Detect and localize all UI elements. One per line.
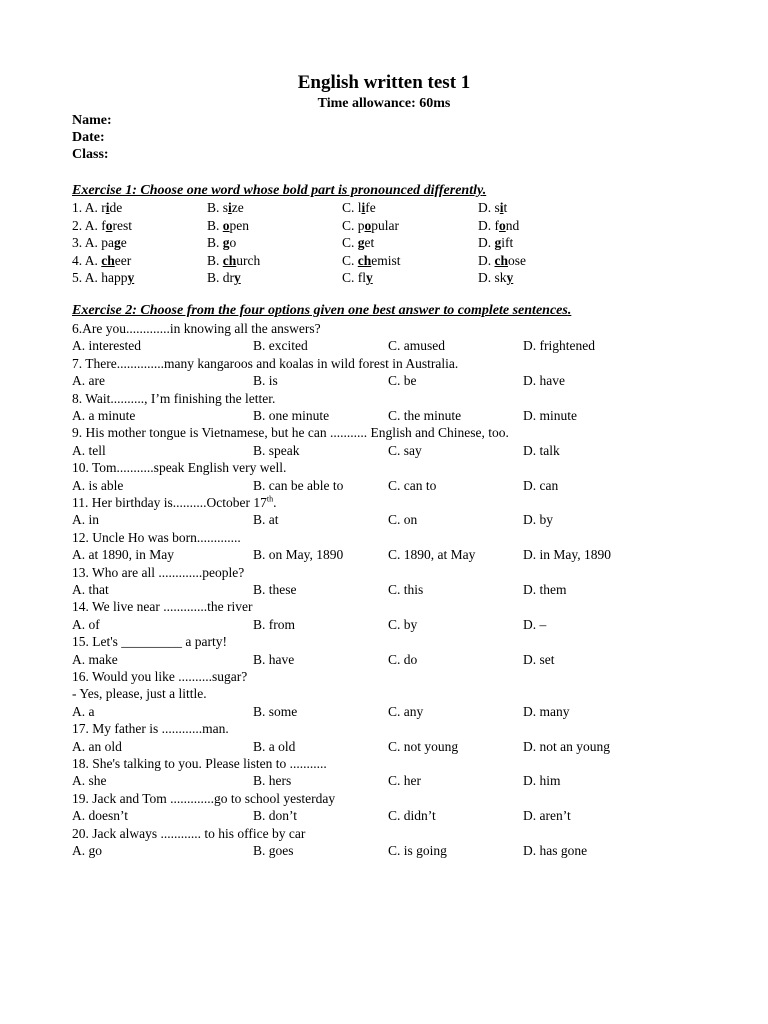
option-underlined-part: g — [494, 235, 502, 250]
answer-option: A. is able — [72, 477, 124, 493]
answer-option: C. say — [388, 442, 422, 458]
answer-option: D. set — [523, 651, 555, 667]
option-text-part: 5. A. happ — [72, 270, 128, 285]
answer-option: A. interested — [72, 338, 141, 354]
page-title: English written test 1 — [297, 72, 471, 93]
option-underlined-part: o — [105, 217, 113, 233]
answer-option: D. – — [523, 616, 547, 632]
question-text — [72, 355, 458, 372]
answer-option: C. can to — [388, 477, 437, 493]
exercise1-option — [72, 217, 132, 234]
answer-option: B. don’t — [253, 808, 298, 824]
exercise2-heading-tail: . — [567, 303, 572, 318]
answer-option: A. an old — [72, 738, 122, 754]
answer-option: C. any — [388, 703, 424, 719]
option-text-part: B. — [207, 252, 223, 268]
answer-option: A. make — [72, 651, 118, 667]
answer-option: A. a minute — [72, 408, 136, 423]
option-text-part: pen — [229, 217, 250, 233]
option-underlined-part: i — [499, 200, 504, 215]
option-text-part: B. dr — [207, 270, 234, 285]
option-text-part: D. — [478, 235, 495, 250]
answer-option: D. minute — [523, 408, 577, 423]
option-text-part: B. — [207, 235, 223, 250]
answer-option: D. them — [523, 582, 567, 597]
answer-option: B. excited — [253, 338, 308, 354]
option-text-part: C. — [342, 252, 358, 268]
answer-option: D. by — [523, 512, 553, 528]
option-text-part: urch — [236, 252, 261, 268]
exercise1-option — [207, 217, 249, 234]
question-line: 12. Uncle Ho was born............. — [72, 529, 241, 545]
option-text-part: emist — [371, 252, 401, 268]
exercise1-option — [207, 269, 241, 286]
answer-option: C. 1890, at May — [388, 547, 476, 563]
option-underlined-part: y — [506, 270, 514, 285]
answer-option: B. speak — [253, 442, 300, 458]
answer-option: C. by — [388, 616, 418, 632]
answer-option: C. this — [388, 582, 424, 597]
exercise1-option — [72, 269, 134, 286]
option-underlined-part: i — [105, 200, 110, 215]
exercise1-option — [342, 199, 376, 216]
option-underlined-part: g — [222, 235, 230, 250]
exercise1-option — [72, 199, 122, 216]
question-line: 16. Would you like ..........sugar? — [72, 669, 248, 684]
option-text-part: 3. A. pa — [72, 235, 114, 250]
option-underlined-part: i — [361, 200, 366, 215]
exercise1-option — [342, 234, 374, 251]
answer-option: D. have — [523, 373, 565, 389]
answer-option: B. these — [253, 582, 297, 597]
option-text-part: 2. A. f — [72, 217, 106, 233]
option-underlined-part: ch — [222, 252, 237, 268]
question-text — [72, 459, 286, 476]
question-text — [72, 529, 241, 546]
option-underlined-part: y — [234, 270, 241, 285]
answer-option: C. be — [388, 373, 417, 389]
answer-option: A. at 1890, in May — [72, 547, 174, 563]
question-text — [72, 598, 252, 615]
question-line: 14. We live near .............the river — [72, 599, 253, 615]
option-underlined-part: ch — [357, 252, 372, 268]
answer-option: C. didn’t — [388, 808, 436, 824]
option-underlined-part: y — [366, 270, 373, 285]
option-text-part: eer — [114, 252, 132, 268]
question-line: 10. Tom...........speak English very well. — [72, 460, 287, 476]
question-text — [72, 424, 509, 441]
exercise1-option — [478, 252, 526, 269]
answer-option: D. has gone — [523, 843, 588, 858]
question-line: 13. Who are all .............people? — [72, 564, 245, 580]
question-tail: . — [273, 495, 277, 510]
option-underlined-part: g — [357, 235, 365, 250]
option-underlined-part: ch — [494, 252, 508, 268]
exercise1-option — [342, 269, 373, 286]
option-text-part: C. p — [342, 217, 365, 233]
question-line: 11. Her birthday is..........October 17 — [72, 495, 267, 510]
option-underlined-part: o — [364, 217, 372, 233]
question-line: - Yes, please, just a little. — [72, 686, 207, 702]
answer-option: A. she — [72, 773, 107, 789]
question-text — [72, 825, 305, 842]
answer-option: C. on — [388, 512, 418, 528]
answer-option: B. a old — [253, 738, 296, 754]
option-underlined-part: g — [114, 235, 121, 250]
option-text-part: D. f — [478, 217, 499, 233]
answer-option: A. doesn’t — [72, 808, 128, 824]
option-text-part: pular — [371, 217, 400, 233]
answer-option: A. are — [72, 373, 105, 389]
option-text-part: de — [109, 200, 123, 215]
exercise1-option — [478, 199, 507, 216]
answer-option: C. amused — [388, 338, 445, 354]
answer-option: B. at — [253, 512, 279, 528]
answer-option: D. many — [523, 703, 570, 719]
option-text-part: D. sk — [478, 270, 507, 285]
question-text — [72, 494, 276, 511]
exercise2-heading — [72, 302, 571, 319]
exercise1-option — [207, 252, 260, 269]
date-label: Date: — [72, 130, 105, 145]
question-line: 7. There..............many kangaroos and koalas in wild forest in Australia. — [72, 355, 459, 371]
option-underlined-part: i — [228, 200, 232, 215]
answer-option: B. some — [253, 703, 298, 719]
exercise1-option — [478, 217, 519, 234]
answer-option: B. hers — [253, 773, 292, 789]
question-text — [72, 720, 229, 737]
question-text — [72, 633, 227, 650]
answer-option: C. the minute — [388, 408, 462, 423]
exercise1-heading-tail: . — [482, 183, 487, 198]
exercise1-heading-text: Exercise 1: Choose one word whose bold part is pronounced differently — [72, 183, 483, 198]
option-underlined-part: o — [222, 217, 230, 233]
question-line: 15. Let's _________ a party! — [72, 634, 228, 650]
name-label: Name: — [72, 113, 112, 128]
question-line: 9. His mother tongue is Vietnamese, but he can ........... English and Chinese, too. — [72, 425, 509, 441]
answer-option: B. have — [253, 651, 295, 667]
answer-option: D. not an young — [523, 738, 610, 754]
answer-option: D. him — [523, 773, 561, 789]
answer-option: D. aren’t — [523, 808, 571, 824]
option-underlined-part: o — [499, 217, 506, 233]
option-text-part: D. — [478, 252, 495, 268]
option-text-part: ift — [501, 235, 514, 250]
answer-option: A. a — [72, 703, 95, 719]
exercise1-option — [72, 234, 127, 251]
option-text-part: t — [503, 200, 508, 215]
question-continuation — [72, 685, 207, 702]
exercise2-heading-text: Exercise 2: Choose from the four options given one best answer to complete sentences — [72, 303, 568, 318]
answer-option: B. is — [253, 373, 278, 389]
exercise1-option — [342, 252, 401, 269]
answer-option: B. one minute — [253, 408, 330, 423]
answer-option: C. is going — [388, 843, 447, 858]
answer-option: B. goes — [253, 843, 294, 858]
option-text-part: B. s — [207, 200, 229, 215]
option-text-part: e — [120, 235, 127, 250]
question-text — [72, 390, 275, 407]
answer-option: A. tell — [72, 442, 106, 458]
question-text — [72, 790, 335, 807]
option-text-part: ze — [231, 200, 244, 215]
class-label: Class: — [72, 147, 109, 162]
question-superscript: th — [266, 494, 274, 504]
option-text-part: C. — [342, 235, 358, 250]
question-text — [72, 564, 244, 581]
answer-option: C. not young — [388, 738, 459, 754]
answer-option: A. in — [72, 512, 99, 528]
option-text-part: B. — [207, 217, 223, 233]
answer-option: D. in May, 1890 — [523, 547, 611, 563]
question-line: 17. My father is ............man. — [72, 721, 229, 737]
question-text — [72, 668, 247, 685]
exercise1-option — [342, 217, 399, 234]
option-text-part: C. fl — [342, 270, 367, 285]
question-line: 6.Are you.............in knowing all the answers? — [72, 321, 321, 336]
option-text-part: fe — [365, 200, 376, 215]
answer-option: C. do — [388, 651, 418, 667]
option-text-part: D. s — [478, 200, 500, 215]
option-text-part: 4. A. — [72, 252, 102, 268]
option-text-part: o — [229, 235, 237, 250]
answer-option: D. can — [523, 477, 559, 493]
answer-option: B. on May, 1890 — [253, 547, 344, 563]
answer-option: D. talk — [523, 442, 560, 458]
answer-option: A. go — [72, 843, 102, 858]
answer-option: B. can be able to — [253, 477, 344, 493]
question-text — [72, 755, 327, 772]
question-line: 8. Wait.........., I’m finishing the letter. — [72, 390, 276, 406]
exercise1-option — [207, 199, 244, 216]
exercise1-option — [478, 269, 513, 286]
option-underlined-part: y — [127, 270, 135, 285]
answer-option: B. from — [253, 616, 295, 632]
answer-option: A. that — [72, 582, 109, 597]
option-text-part: ose — [508, 252, 526, 268]
option-text-part: nd — [505, 217, 520, 233]
exercise1-option — [478, 234, 513, 251]
question-text — [72, 320, 321, 337]
answer-option: A. of — [72, 616, 100, 632]
answer-option: D. frightened — [523, 338, 595, 354]
question-line: 19. Jack and Tom .............go to school yesterday — [72, 790, 336, 806]
option-text-part: 1. A. r — [72, 200, 106, 215]
answer-option: C. her — [388, 773, 421, 789]
option-underlined-part: ch — [101, 252, 115, 268]
option-text-part: et — [364, 235, 375, 250]
time-allowance: Time allowance: 60ms — [317, 96, 451, 111]
question-line: 18. She's talking to you. Please listen to ........... — [72, 756, 327, 771]
option-text-part: C. l — [342, 200, 362, 215]
option-text-part: rest — [112, 217, 132, 233]
exercise1-heading — [72, 182, 486, 199]
question-line: 20. Jack always ............ to his office by car — [72, 825, 306, 841]
exercise1-option — [207, 234, 236, 251]
exercise1-option — [72, 252, 131, 269]
